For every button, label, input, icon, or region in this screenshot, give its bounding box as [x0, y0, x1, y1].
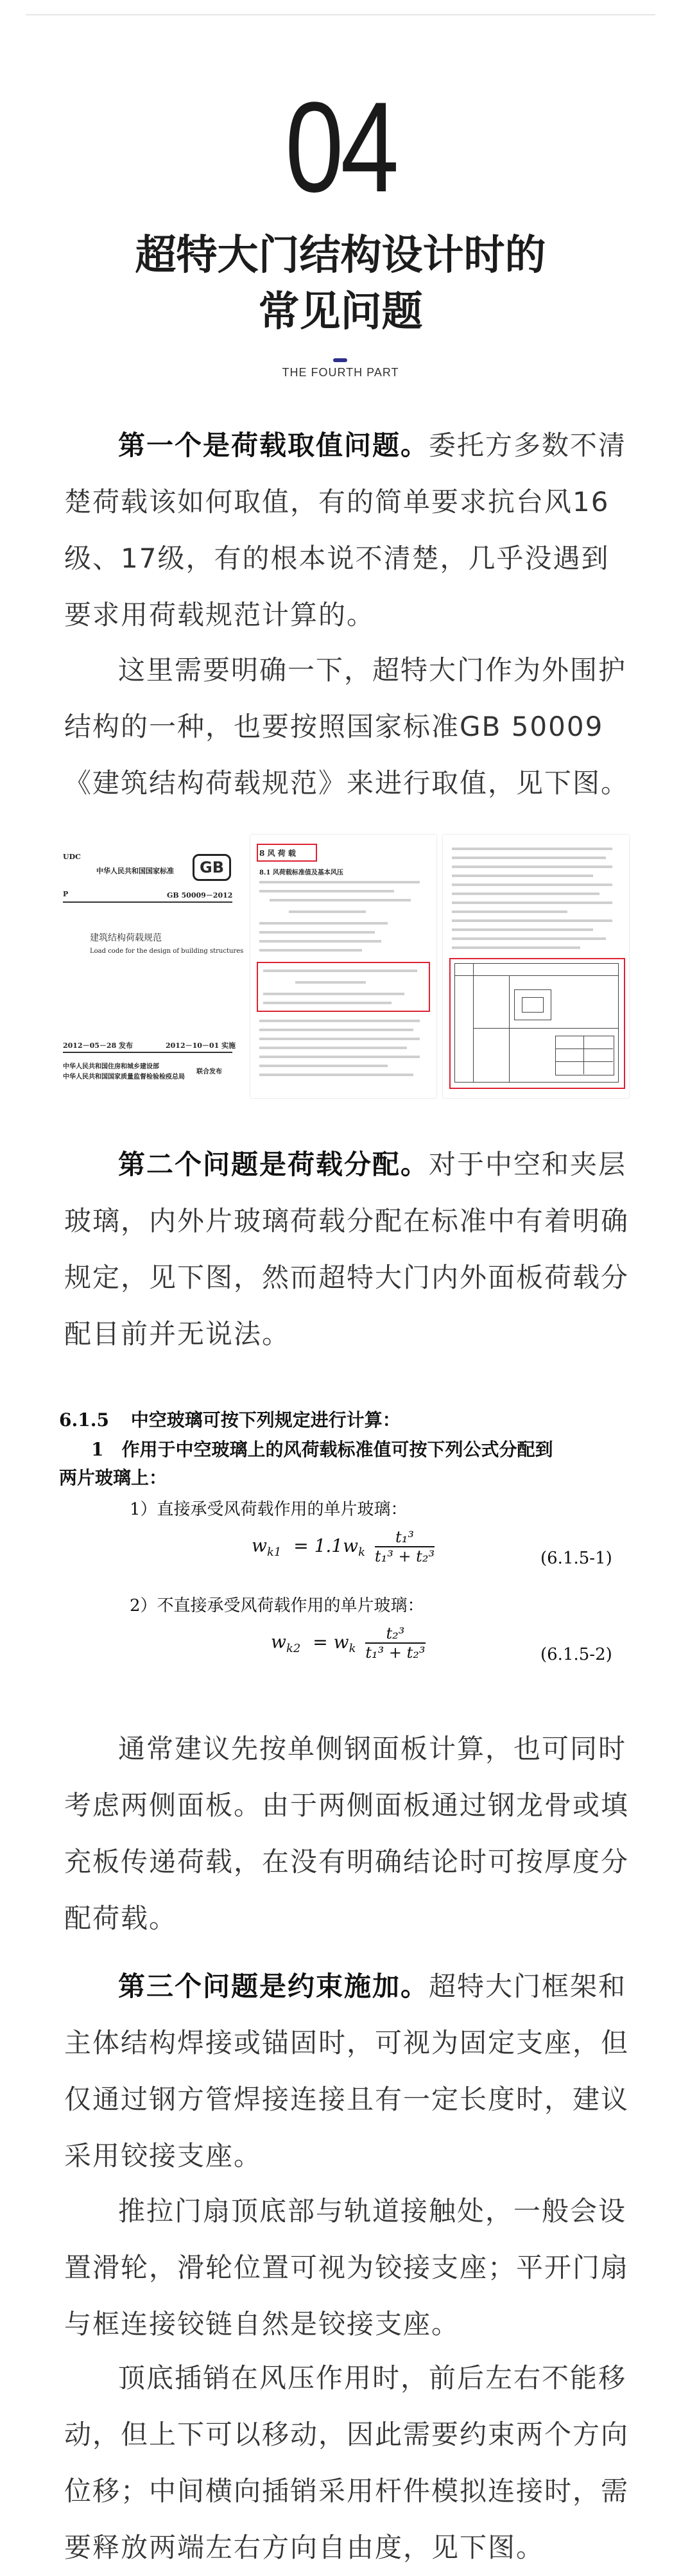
equation-1-tag: (6.1.5-1): [540, 1549, 612, 1568]
paragraph-body: 委托方多数不清楚荷载该如何取值，有的简单要求抗台风16级、17级，有的根本说不清楚，几乎没遇到要求用荷载规范计算的。: [64, 430, 627, 631]
p-label: P: [63, 890, 69, 898]
paragraph-bolt-constraints: 顶底插销在风压作用时，前后左右不能移动，但上下可以移动，因此需要约束两个方向位移；中间横向插销采用杆件模拟连接时，需要释放两端左右方向自由度，见下图。: [64, 2362, 630, 2563]
section-title-line2: 常见问题: [258, 288, 423, 336]
paragraph-body: 对于中空和夹层玻璃，内外片玻璃荷载分配在标准中有着明确规定，见下图，然而超特大门内外面板荷载分配目前并无说法。: [64, 1149, 630, 1350]
paragraph-lead: 第一个是荷载取值问题。: [118, 430, 429, 461]
issuer-1: 中华人民共和国住房和城乡建设部: [63, 1063, 159, 1070]
formula-figure: [59, 1400, 637, 1695]
issuer-suffix: 联合发布: [196, 1068, 222, 1075]
shape-coefficient-table: [454, 963, 619, 1083]
section-label: 8.1 风荷载标准值及基本风压: [259, 869, 343, 876]
standard-images-figure: [51, 835, 629, 1098]
cover-rule: [63, 901, 232, 903]
standard-page-table: [443, 835, 629, 1098]
standard-title-cn: 建筑结构荷载规范: [90, 933, 162, 943]
equation-2-tag: (6.1.5-2): [540, 1645, 612, 1664]
case1-label: 1）直接承受风荷载作用的单片玻璃：: [130, 1500, 408, 1519]
standard-code: GB 50009－2012: [167, 891, 233, 900]
paragraph-load-distribution: [64, 1136, 629, 1362]
subtitle-marker: [333, 358, 347, 362]
standard-cover-image: [51, 835, 244, 1098]
paragraph-panel-calculation: 通常建议先按单侧钢面板计算，也可同时考虑两侧面板。由于两侧面板通过钢龙骨或填充板传递荷载，在没有明确结论时可按厚度分配荷载。: [64, 1733, 630, 1934]
chapter-label: 8 风 荷 载: [259, 849, 296, 858]
clause-number: 6.1.5: [59, 1409, 109, 1431]
paragraph-constraints: [64, 1958, 629, 2184]
paragraph-sliding-door: 推拉门扇顶底部与轨道接触处，一般会设置滑轮，滑轮位置可视为铰接支座；平开门扇与框连接铰链自然是铰接支座。: [64, 2195, 630, 2340]
clause-item1: 1 作用于中空玻璃上的风荷载标准值可按下列公式分配到: [91, 1439, 553, 1460]
section-subtitle: THE FOURTH PART: [282, 366, 399, 379]
case2-label: 2）不直接承受风荷载作用的单片玻璃：: [130, 1596, 424, 1615]
paragraph-body: 超特大门框架和主体结构焊接或锚固时，可视为固定支座，但仅通过钢方管焊接连接且有一定长度时，建议采用铰接支座。: [64, 1971, 630, 2171]
paragraph-lead: 第三个问题是约束施加。: [118, 1971, 429, 2002]
paragraph-load-values: [64, 417, 629, 643]
top-divider: [26, 14, 655, 15]
paragraph-lead: 第二个问题是荷载分配。: [118, 1149, 429, 1180]
section-title-line1: 超特大门结构设计时的: [135, 232, 546, 279]
udc-label: UDC: [63, 853, 81, 861]
cover-header: 中华人民共和国国家标准: [96, 867, 174, 875]
section-number: 04: [285, 76, 396, 219]
standard-page-wind-load: [250, 835, 436, 1098]
paragraph-gb-standard: 这里需要明确一下，超特大门作为外围护结构的一种，也要按照国家标准GB 50009《建筑结构荷载规范》来进行取值，见下图。: [64, 654, 630, 799]
clause-item1b: 两片玻璃上：: [59, 1467, 168, 1488]
standard-title-en: Load code for the design of building structures: [90, 948, 244, 955]
equation-1: $w_{k1} = 1.1w_k$ $\frac{\text{t₁³}}{\text{t₁³ + t₂³}}$: [252, 1528, 435, 1565]
cover-rule-bottom: [63, 1052, 232, 1053]
chapter-highlight-box: [257, 844, 317, 862]
gb-logo: GB: [193, 854, 231, 881]
clause-text: 中空玻璃可按下列规定进行计算：: [130, 1409, 401, 1431]
implement-date: 2012－10－01 实施: [166, 1041, 236, 1050]
issuer-2: 中华人民共和国国家质量监督检验检疫总局: [63, 1074, 185, 1081]
equation-2: $w_{k2} = w_k$ $\frac{\text{t₂³}}{\text{t₁³ + t₂³}}$: [271, 1624, 426, 1662]
issue-date: 2012－05－28 发布: [63, 1041, 134, 1050]
